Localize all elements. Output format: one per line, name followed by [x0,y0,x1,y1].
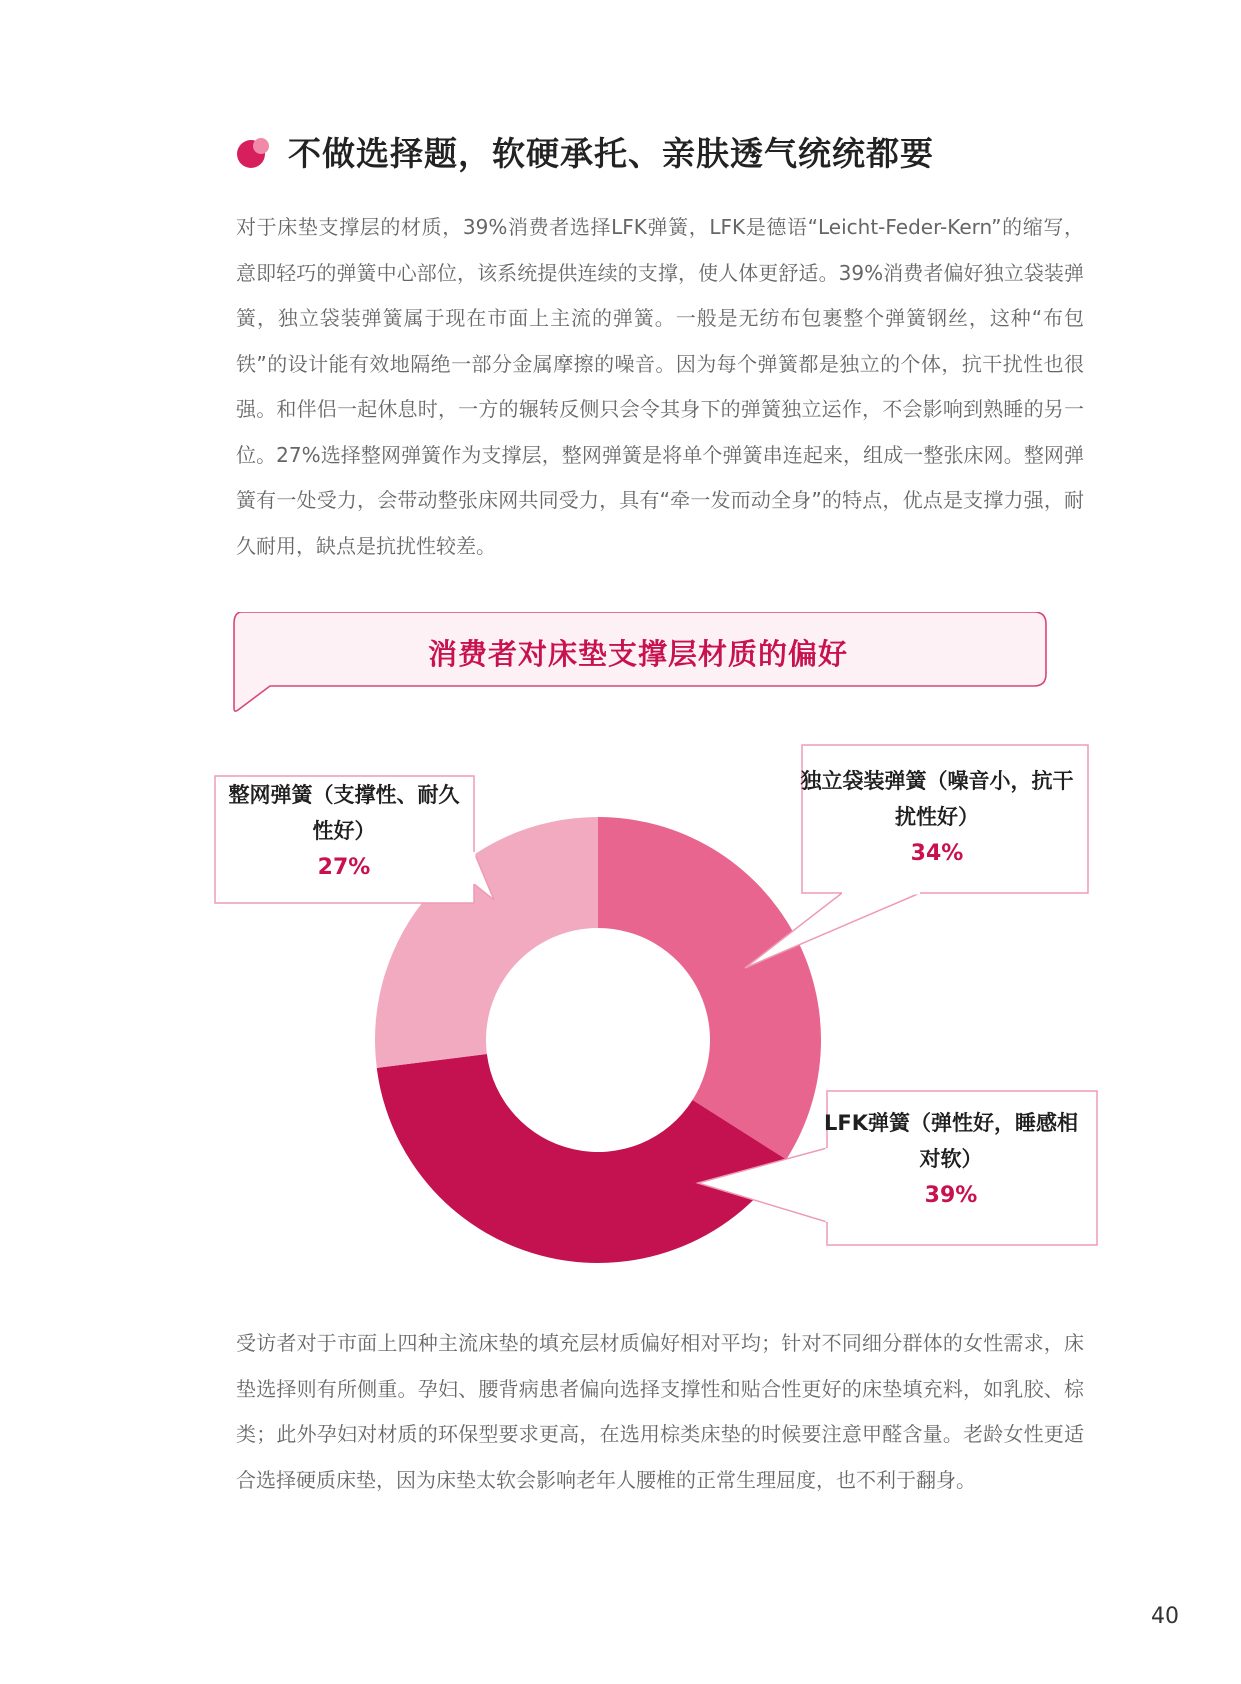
summary-paragraph: 受访者对于市面上四种主流床垫的填充层材质偏好相对平均；针对不同细分群体的女性需求，床垫选择则有所侧重。孕妇、腰背病患者偏向选择支撑性和贴合性更好的床垫填充料，如乳胶、棕类；此外孕妇对材质的环保型要求更高，在选用棕类床垫的时候要注意甲醛含量。老龄女性更适合选择硬质床垫，因为床垫太软会影响老年人腰椎的正常生理屈度，也不利于翻身。 [236,1331,1084,1492]
slice-label: 整网弹簧（支撑性、耐久性好） [228,783,460,843]
callout-label-pocket-spring [798,763,1076,872]
slice-label: 独立袋装弹簧（噪音小，抗干扰性好） [800,769,1074,829]
slice-label: LFK弹簧（弹性好，睡感相对软） [824,1111,1078,1171]
slice-percent: 39% [924,1183,978,1208]
slice-percent: 27% [317,855,371,880]
page-number: 40 [1151,1604,1179,1629]
donut-slice-pocket-spring [598,817,821,1159]
slice-percent: 34% [910,841,964,866]
callout-label-mesh-spring [224,777,464,886]
section-title: 不做选择题，软硬承托、亲肤透气统统都要 [288,134,934,173]
chart-title: 消费者对床垫支撑层材质的偏好 [427,636,848,671]
callout-label-lfk-spring [818,1105,1084,1214]
intro-paragraph: 对于床垫支撑层的材质，39%消费者选择LFK弹簧，LFK是德语“Leicht-Feder-Kern”的缩写，意即轻巧的弹簧中心部位，该系统提供连续的支撑，使人体更舒适。39%消费者偏好独立袋装弹簧，独立袋装弹簧属于现在市面上主流的弹簧。一般是无纺布包裹整个弹簧钢丝，这种“布包铁”的设计能有效地隔绝一部分金属摩擦的噪音。因为每个弹簧都是独立的个体，抗干扰性也很强。和伴侣一起休息时，一方的辗转反侧只会令其身下的弹簧独立运作，不会影响到熟睡的另一位。27%选择整网弹簧作为支撑层，整网弹簧是将单个弹簧串连起来，组成一整张床网。整网弹簧有一处受力，会带动整张床网共同受力，具有“牵一发而动全身”的特点，优点是支撑力强，耐久耐用，缺点是抗扰性较差。 [236,215,1084,558]
